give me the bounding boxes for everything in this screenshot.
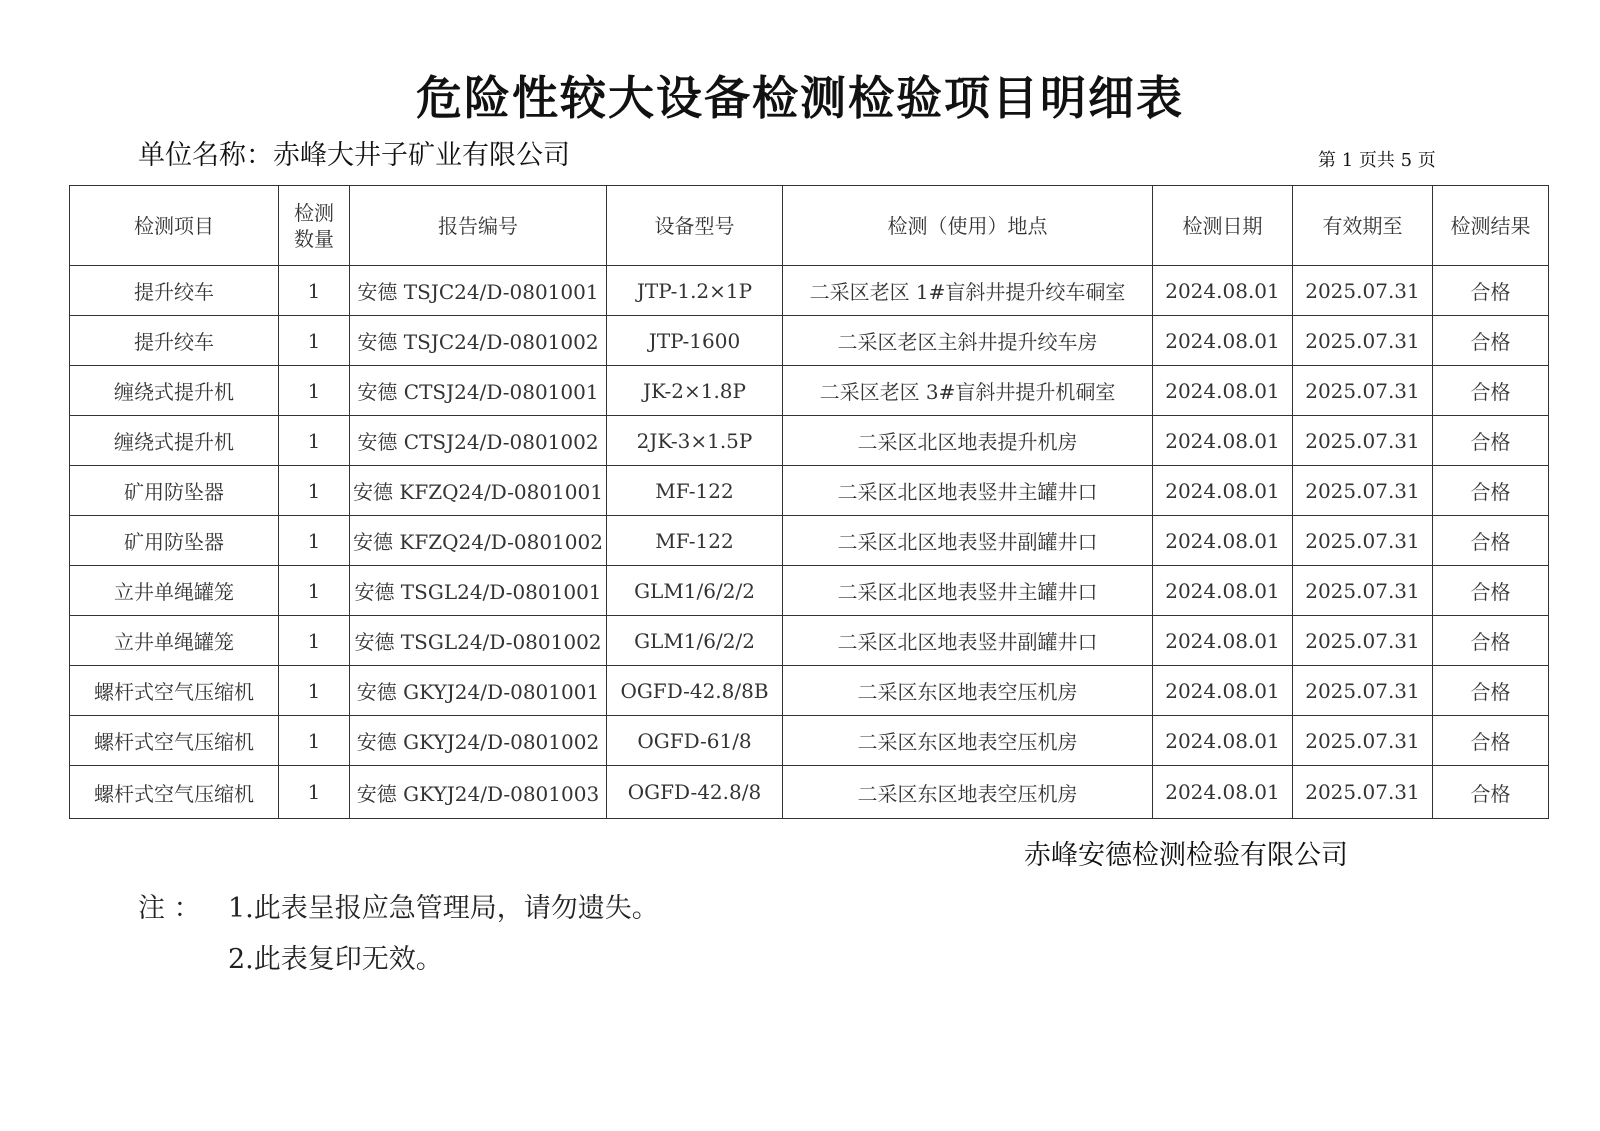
header-valid-until: 有效期至: [1293, 186, 1433, 266]
cell-quantity: 1: [279, 766, 350, 819]
table-row: [70, 716, 1549, 766]
header-quantity: 检测数量: [279, 186, 350, 266]
cell-model: 2JK-3×1.5P: [607, 416, 783, 466]
cell-report-no: 安德 KFZQ24/D-0801002: [350, 516, 607, 566]
cell-result: 合格: [1433, 416, 1549, 466]
cell-location: 二采区东区地表空压机房: [783, 716, 1153, 766]
cell-model: OGFD-61/8: [607, 716, 783, 766]
table-row: [70, 366, 1549, 416]
cell-location: 二采区北区地表竖井主罐井口: [783, 466, 1153, 516]
cell-model: GLM1/6/2/2: [607, 616, 783, 666]
cell-test-date: 2024.08.01: [1153, 766, 1293, 819]
cell-valid-until: 2025.07.31: [1293, 616, 1433, 666]
cell-item: 螺杆式空气压缩机: [70, 766, 279, 819]
cell-quantity: 1: [279, 316, 350, 366]
cell-location: 二采区北区地表提升机房: [783, 416, 1153, 466]
cell-valid-until: 2025.07.31: [1293, 566, 1433, 616]
cell-location: 二采区老区 3#盲斜井提升机硐室: [783, 366, 1153, 416]
table-row: [70, 416, 1549, 466]
page-title: 危险性较大设备检测检验项目明细表: [416, 71, 1184, 125]
cell-result: 合格: [1433, 516, 1549, 566]
cell-valid-until: 2025.07.31: [1293, 366, 1433, 416]
cell-model: JTP-1.2×1P: [607, 266, 783, 316]
cell-valid-until: 2025.07.31: [1293, 266, 1433, 316]
cell-model: OGFD-42.8/8: [607, 766, 783, 819]
table-row: [70, 516, 1549, 566]
cell-item: 螺杆式空气压缩机: [70, 716, 279, 766]
cell-item: 提升绞车: [70, 266, 279, 316]
note-item: 2.此表复印无效。: [228, 944, 443, 975]
cell-test-date: 2024.08.01: [1153, 566, 1293, 616]
cell-quantity: 1: [279, 616, 350, 666]
cell-location: 二采区东区地表空压机房: [783, 666, 1153, 716]
cell-test-date: 2024.08.01: [1153, 416, 1293, 466]
cell-quantity: 1: [279, 516, 350, 566]
cell-item: 提升绞车: [70, 316, 279, 366]
table-row: [70, 566, 1549, 616]
cell-model: MF-122: [607, 516, 783, 566]
cell-result: 合格: [1433, 566, 1549, 616]
cell-quantity: 1: [279, 666, 350, 716]
cell-report-no: 安德 KFZQ24/D-0801001: [350, 466, 607, 516]
cell-report-no: 安德 CTSJ24/D-0801002: [350, 416, 607, 466]
cell-item: 立井单绳罐笼: [70, 616, 279, 666]
cell-test-date: 2024.08.01: [1153, 316, 1293, 366]
cell-model: OGFD-42.8/8B: [607, 666, 783, 716]
cell-quantity: 1: [279, 566, 350, 616]
cell-report-no: 安德 GKYJ24/D-0801002: [350, 716, 607, 766]
cell-result: 合格: [1433, 466, 1549, 516]
page-indicator: 第 1 页共 5 页: [1318, 150, 1436, 171]
cell-quantity: 1: [279, 466, 350, 516]
cell-item: 矿用防坠器: [70, 516, 279, 566]
table-row: [70, 616, 1549, 666]
cell-valid-until: 2025.07.31: [1293, 666, 1433, 716]
cell-test-date: 2024.08.01: [1153, 516, 1293, 566]
cell-test-date: 2024.08.01: [1153, 666, 1293, 716]
cell-report-no: 安德 GKYJ24/D-0801003: [350, 766, 607, 819]
cell-test-date: 2024.08.01: [1153, 616, 1293, 666]
cell-result: 合格: [1433, 666, 1549, 716]
table-row: [70, 466, 1549, 516]
header-test-date: 检测日期: [1153, 186, 1293, 266]
cell-valid-until: 2025.07.31: [1293, 516, 1433, 566]
cell-valid-until: 2025.07.31: [1293, 316, 1433, 366]
cell-valid-until: 2025.07.31: [1293, 416, 1433, 466]
cell-location: 二采区北区地表竖井主罐井口: [783, 566, 1153, 616]
cell-valid-until: 2025.07.31: [1293, 766, 1433, 819]
cell-item: 矿用防坠器: [70, 466, 279, 516]
cell-item: 缠绕式提升机: [70, 366, 279, 416]
cell-quantity: 1: [279, 416, 350, 466]
cell-item: 螺杆式空气压缩机: [70, 666, 279, 716]
cell-quantity: 1: [279, 366, 350, 416]
table-row: [70, 766, 1549, 819]
cell-result: 合格: [1433, 366, 1549, 416]
table-row: [70, 666, 1549, 716]
cell-test-date: 2024.08.01: [1153, 266, 1293, 316]
inspection-table: [69, 185, 1549, 819]
header-model: 设备型号: [607, 186, 783, 266]
cell-location: 二采区老区主斜井提升绞车房: [783, 316, 1153, 366]
cell-result: 合格: [1433, 266, 1549, 316]
cell-test-date: 2024.08.01: [1153, 466, 1293, 516]
cell-test-date: 2024.08.01: [1153, 716, 1293, 766]
cell-item: 立井单绳罐笼: [70, 566, 279, 616]
cell-valid-until: 2025.07.31: [1293, 716, 1433, 766]
cell-model: GLM1/6/2/2: [607, 566, 783, 616]
cell-model: MF-122: [607, 466, 783, 516]
cell-valid-until: 2025.07.31: [1293, 466, 1433, 516]
unit-name-line: 单位名称：赤峰大井子矿业有限公司: [138, 140, 570, 171]
cell-quantity: 1: [279, 266, 350, 316]
table-row: [70, 316, 1549, 366]
header-report-no: 报告编号: [350, 186, 607, 266]
issuer-company: 赤峰安德检测检验有限公司: [1024, 840, 1348, 871]
header-result: 检测结果: [1433, 186, 1549, 266]
table-header-row: [70, 186, 1549, 266]
cell-location: 二采区北区地表竖井副罐井口: [783, 616, 1153, 666]
cell-item: 缠绕式提升机: [70, 416, 279, 466]
cell-report-no: 安德 GKYJ24/D-0801001: [350, 666, 607, 716]
cell-result: 合格: [1433, 766, 1549, 819]
cell-location: 二采区东区地表空压机房: [783, 766, 1153, 819]
table-row: [70, 266, 1549, 316]
cell-quantity: 1: [279, 716, 350, 766]
cell-report-no: 安德 TSJC24/D-0801001: [350, 266, 607, 316]
cell-model: JK-2×1.8P: [607, 366, 783, 416]
cell-report-no: 安德 TSJC24/D-0801002: [350, 316, 607, 366]
header-location: 检测（使用）地点: [783, 186, 1153, 266]
cell-report-no: 安德 TSGL24/D-0801001: [350, 566, 607, 616]
notes-label: 注 ：: [138, 893, 201, 924]
cell-report-no: 安德 CTSJ24/D-0801001: [350, 366, 607, 416]
cell-test-date: 2024.08.01: [1153, 366, 1293, 416]
note-item: 1.此表呈报应急管理局，请勿遗失。: [228, 893, 659, 924]
cell-location: 二采区老区 1#盲斜井提升绞车硐室: [783, 266, 1153, 316]
cell-location: 二采区北区地表竖井副罐井口: [783, 516, 1153, 566]
cell-report-no: 安德 TSGL24/D-0801002: [350, 616, 607, 666]
cell-result: 合格: [1433, 616, 1549, 666]
cell-model: JTP-1600: [607, 316, 783, 366]
cell-result: 合格: [1433, 716, 1549, 766]
cell-result: 合格: [1433, 316, 1549, 366]
header-item: 检测项目: [70, 186, 279, 266]
